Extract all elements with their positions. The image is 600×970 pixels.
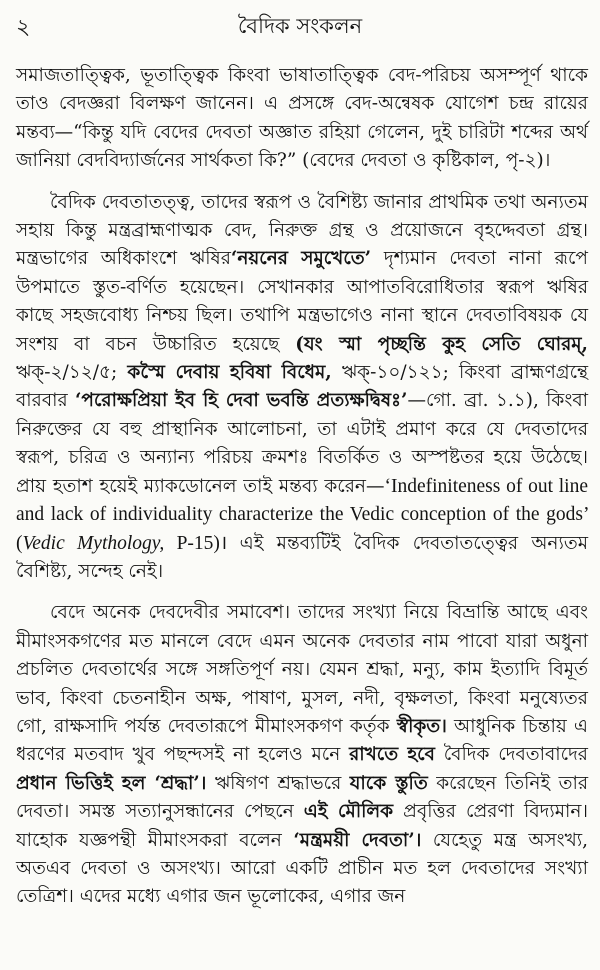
text-run: করেছেন তিনিই তার দেবতা। সমস্ত সত্যানুসন্ধানের পেছনে	[16, 772, 588, 823]
citation-title: Vedic Mythology,	[22, 532, 165, 554]
text-run: এই মন্তব্যটিই বৈদিক দেবতাতত্ত্বের অন্যতম বৈশিষ্ট্য, সন্দেহ নেই।	[16, 532, 588, 582]
bold-phrase: প্রধান ভিত্তিই হল ‘শ্রদ্ধা’।	[16, 772, 207, 794]
citation-open: (	[16, 532, 23, 554]
bold-sanskrit-quote: ‘পরোক্ষপ্রিয়া ইব হি দেবা ভবন্তি প্রত্যক্ষদ্বিষঃ’	[74, 390, 408, 412]
bold-phrase: স্বীকৃত।	[396, 715, 447, 737]
paragraph-2	[16, 189, 588, 587]
text-run: আধুনিক চিন্তায় এ ধরণের মতবাদ খুব পছন্দসই না হলেও মনে	[16, 715, 589, 766]
text-run: প্রবৃত্তির প্রেরণা বিদ্যমান। যাহোক যজ্ঞপন্থী মীমাংসকরা বলেন	[16, 801, 589, 851]
english-quote: ‘Indefiniteness of out line and lack of individuality characterize the Vedic conception of the gods’	[16, 475, 588, 526]
text-run: ঋষিগণ শ্রদ্ধাভরে	[206, 772, 350, 794]
paragraph-3	[16, 599, 588, 911]
text-run: ঋক্-২/১২/৫;	[16, 362, 128, 384]
bold-phrase: রাখতে হবে	[349, 744, 435, 766]
body-text	[16, 62, 588, 925]
running-header	[0, 6, 600, 46]
bold-sanskrit-quote: কস্মৈ দেবায় হবিষা বিধেম,	[127, 362, 332, 384]
paragraph-1-text: সমাজতাত্ত্বিক, ভূতাত্ত্বিক কিংবা ভাষাতাত্ত্বিক বেদ-পরিচয় অসম্পূর্ণ থাকে তাও বেদজ্ঞরা বিলক্ষণ জানেন। এ প্রসঙ্গে বেদ-অন্বেষক যোগেশ চন্দ্র রায়ের মন্তব্য—“কিন্তু যদি বেদের দেবতা অজ্ঞাত রহিয়া গেলেন, দুই চারিটা শব্দের অর্থ জানিয়া বেদবিদ্যার্জনের সার্থকতা কি?” (বেদের দেবতা ও কৃষ্টিকাল, পৃ-২)।	[16, 65, 588, 172]
bold-phrase: ‘নয়নের সমুখেতে’	[230, 248, 372, 270]
text-run: ঋক্-১০/১২১; কিংবা ব্রাহ্মণগ্রন্থে বারবার	[16, 362, 588, 412]
running-title: বৈদিক সংকলন	[237, 14, 363, 38]
text-run: —গো. ব্রা. ১.১), কিংবা নিরুক্তের যে বহু প্রাস্থানিক আলোচনা, তা এটাই প্রমাণ করে যে দেবতাদের স্বরূপ, চরিত্র ও অন্যান্য পরিচয় ক্রমশঃ বিতর্কিত ও অস্পষ্টতর হয়ে উঠেছে। প্রায় হতাশ হয়েই ম্যাকডোনেল তাই মন্তব্য করেন—	[16, 390, 588, 497]
citation-page: P-15)।	[164, 532, 240, 554]
text-run: বেদে অনেক দেবদেবীর সমাবেশ। তাদের সংখ্যা নিয়ে বিভ্রান্তি আছে এবং মীমাংসকগণের মত মানলে বেদে এমন অনেক দেবতার নাম পাবো যারা অধুনা প্রচলিত দেবতার্থের সঙ্গে সঙ্গতিপূর্ণ নয়। যেমন শ্রদ্ধা, মন্যু, কাম ইত্যাদি বিমূর্ত ভাব, কিংবা চেতনাহীন অক্ষ, পাষাণ, মুসল, নদী, বৃক্ষলতা, কিংবা মনুষ্যেতর গো, রাক্ষসাদি পর্যন্ত দেবতারূপে মীমাংসকগণ কর্তৃক	[16, 602, 588, 737]
text-run: বৈদিক দেবতাতত্ত্ব, তাদের স্বরূপ ও বৈশিষ্ট্য জানার প্রাথমিক তথা অন্যতম সহায় কিন্তু মন্ত্রব্রাহ্মণাত্মক বেদ, নিরুক্ত গ্রন্থ ও প্রয়োজনে বৃহদ্দেবতা গ্রন্থ। মন্ত্রভাগের অধিকাংশে ঋষির	[16, 191, 588, 270]
text-run: বৈদিক দেবতাবাদের	[434, 744, 588, 766]
page-number: ২	[16, 15, 31, 40]
bold-sanskrit-quote: (যং স্মা পৃচ্ছন্তি কুহ সেতি ঘোরম্,	[295, 333, 588, 355]
bold-phrase: ‘মন্ত্রময়ী দেবতা’।	[293, 829, 422, 851]
paragraph-1	[16, 62, 588, 176]
text-run: যেহেতু মন্ত্র অসংখ্য, অতএব দেবতা ও অসংখ্য। আরো একটি প্রাচীন মত হল দেবতাদের সংখ্যা তেত্রিশ। এদের মধ্যে এগার জন ভূলোকের, এগার জন	[16, 829, 588, 908]
bold-phrase: এই মৌলিক	[303, 801, 394, 823]
bold-phrase: যাকে স্তুতি	[349, 772, 428, 794]
text-run: দৃশ্যমান দেবতা নানা রূপে উপমাতে স্তুত-বর্ণিত হয়েছেন। সেখানকার আপাতবিরোধিতার স্বরূপ ঋষির কাছে সহজবোধ্য নিশ্চয় ছিল। তথাপি মন্ত্রভাগেও নানা স্থানে দেবতাবিষয়ক যে সংশয় বা বচন উচ্চারিত হয়েছে	[16, 248, 588, 355]
